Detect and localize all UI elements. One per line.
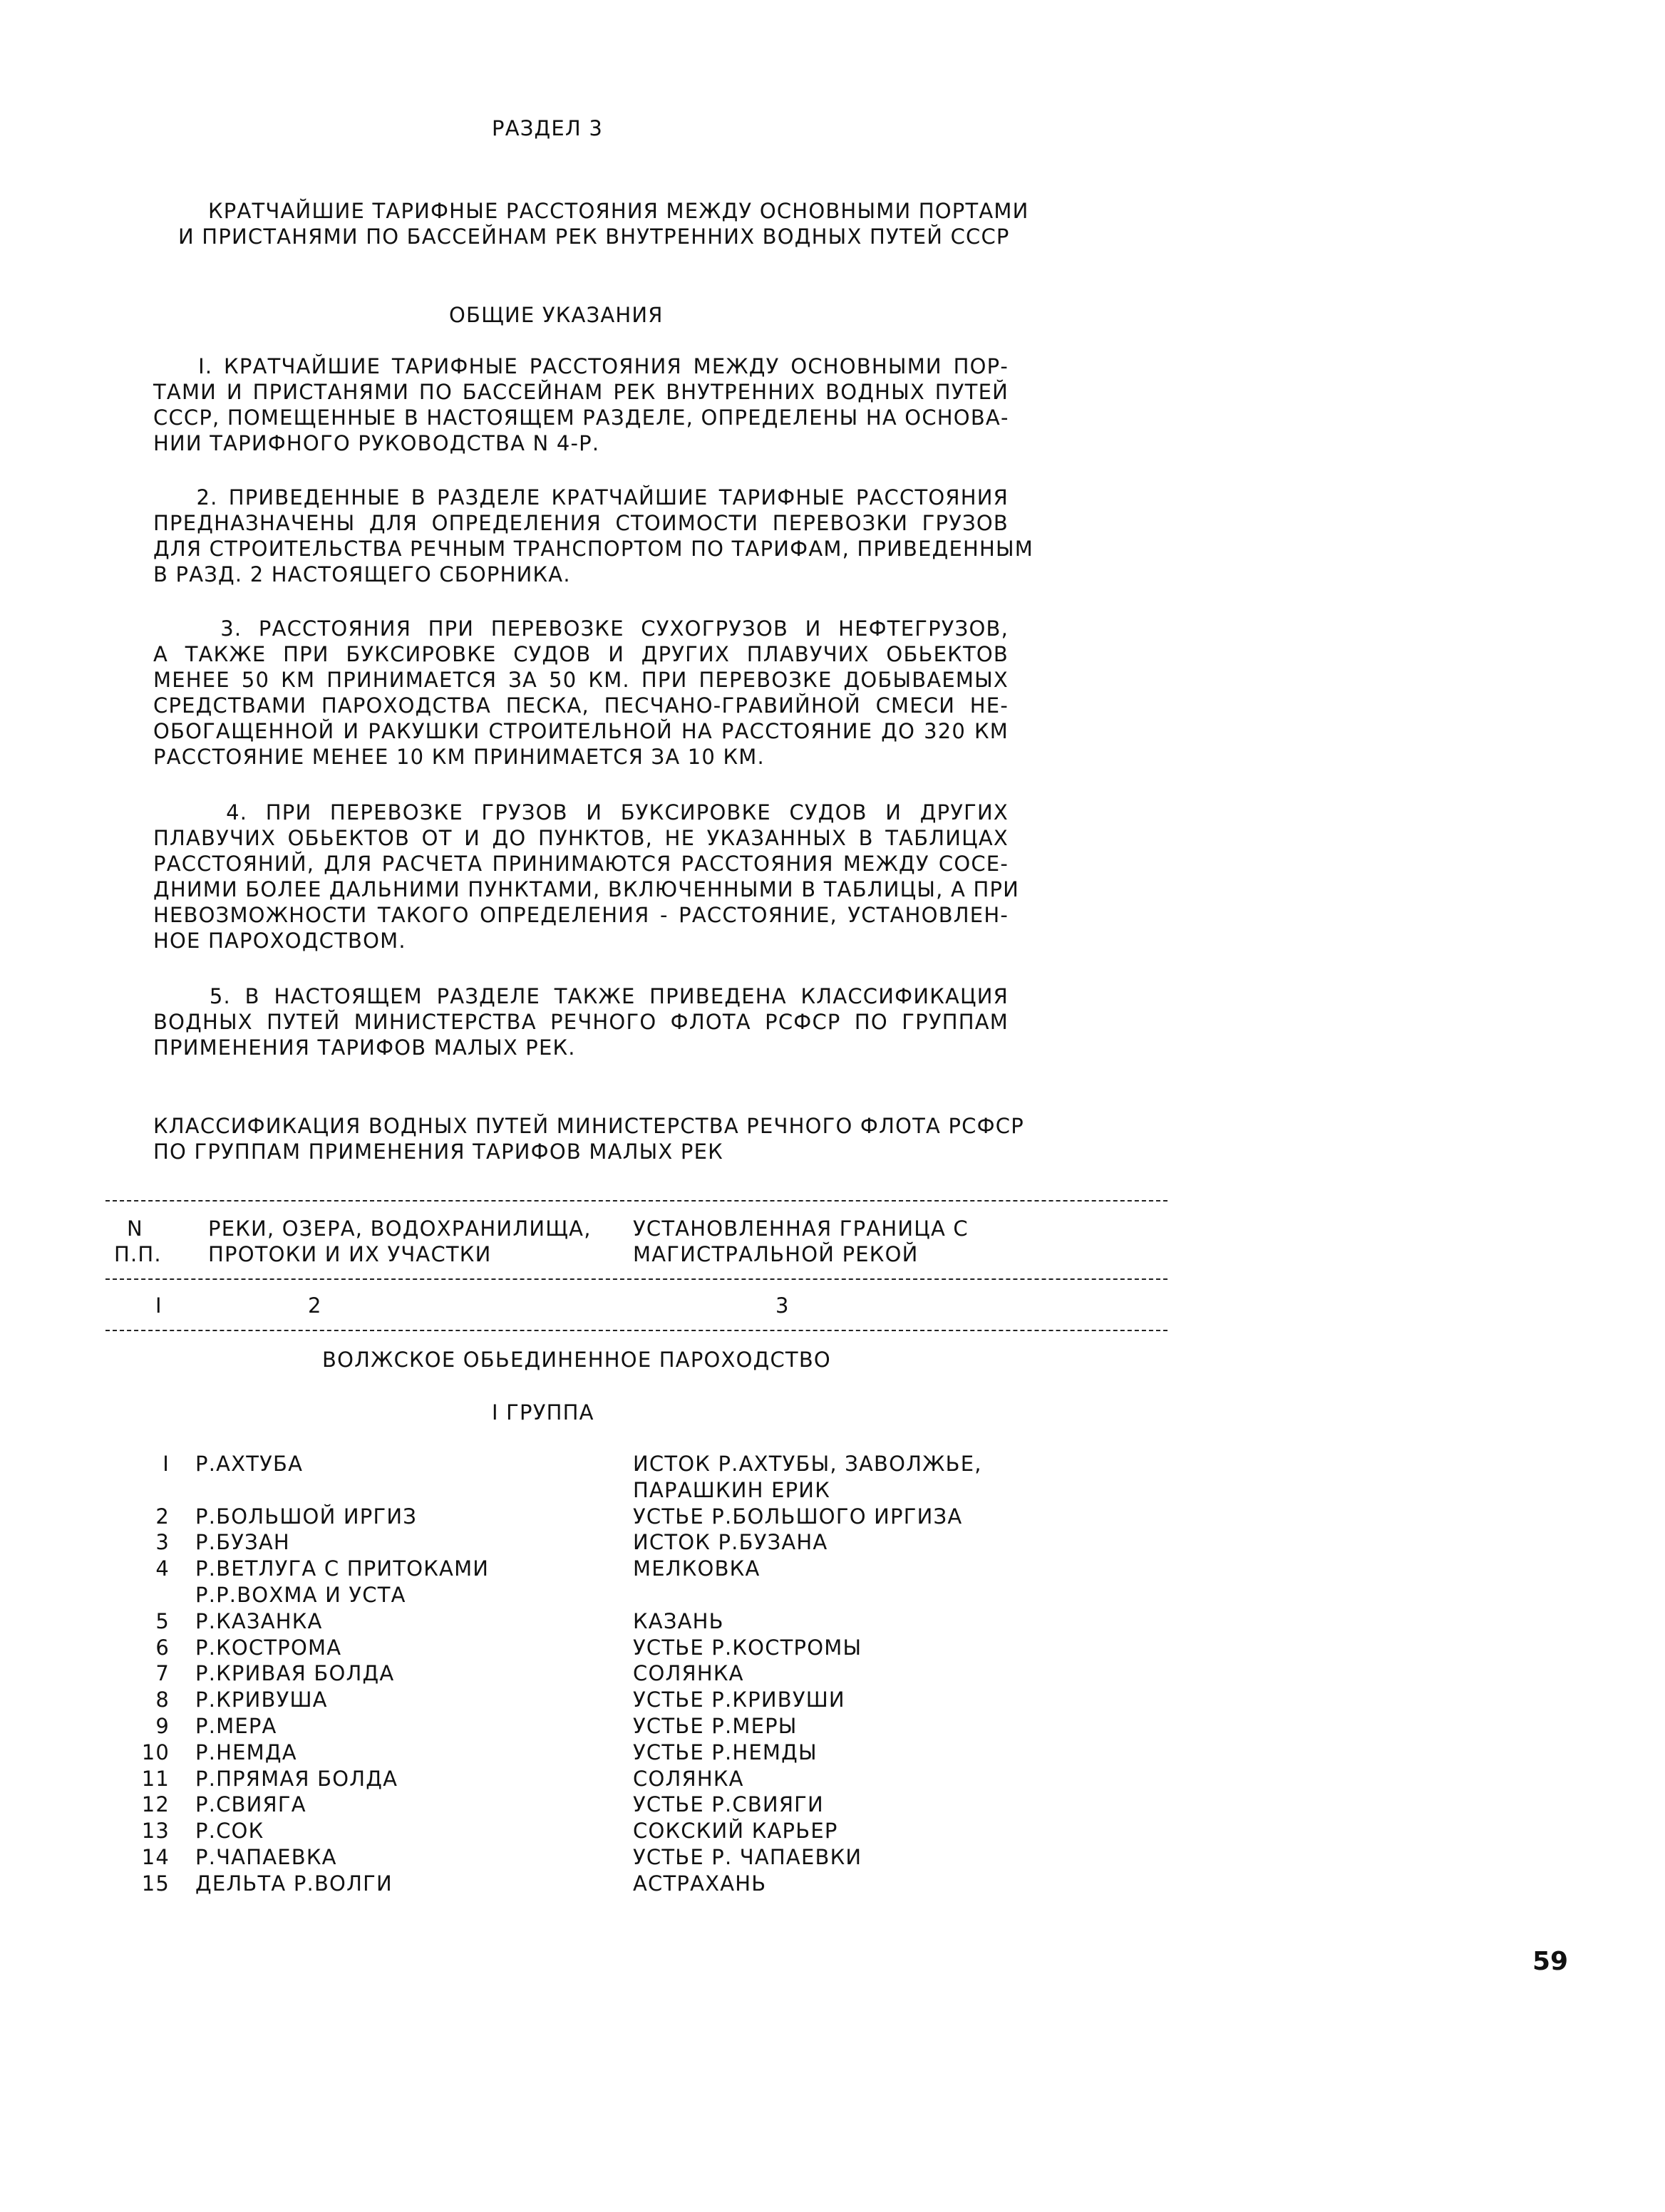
river-name: Р.НЕМДА (195, 1740, 297, 1764)
row-number: 9 (155, 1714, 170, 1738)
paragraph-line: 3. РАССТОЯНИЯ ПРИ ПЕРЕВОЗКЕ СУХОГРУЗОВ И НЕФТЕГРУЗОВ, (153, 616, 1009, 641)
row-number: 12 (141, 1792, 170, 1817)
header-col2-line-1: РЕКИ, ОЗЕРА, ВОДОХРАНИЛИЩА, (208, 1216, 592, 1241)
paragraph-line: I. КРАТЧАЙШИЕ ТАРИФНЫЕ РАССТОЯНИЯ МЕЖДУ ОСНОВНЫМИ ПОР- (153, 354, 1009, 378)
header-col2-line-2: ПРОТОКИ И ИХ УЧАСТКИ (208, 1242, 492, 1266)
col-number-2: 2 (308, 1293, 322, 1318)
river-name: Р.БУЗАН (195, 1530, 290, 1555)
paragraph-line: МЕНЕЕ 50 КМ ПРИНИМАЕТСЯ ЗА 50 КМ. ПРИ ПЕРЕВОЗКЕ ДОБЫВАЕМЫХ (153, 668, 1009, 692)
paragraph-5 (153, 983, 1009, 1060)
row-number: 11 (141, 1766, 170, 1791)
paragraph-line: В РАЗД. 2 НАСТОЯЩЕГО СБОРНИКА. (153, 562, 571, 586)
border-point: АСТРАХАНЬ (633, 1871, 767, 1896)
river-name: Р.СВИЯГА (195, 1792, 306, 1817)
river-name: Р.ПРЯМАЯ БОЛДА (195, 1766, 398, 1791)
main-title-line-2: И ПРИСТАНЯМИ ПО БАССЕЙНАМ РЕК ВНУТРЕННИХ ВОДНЫХ ПУТЕЙ СССР (178, 224, 1010, 249)
border-point: УСТЬЕ Р.КРИВУШИ (633, 1688, 845, 1712)
page-number: 59 (1532, 1947, 1569, 1976)
group-heading: I ГРУППА (492, 1400, 594, 1425)
paragraph-line: НОЕ ПАРОХОДСТВОМ. (153, 929, 406, 953)
table-rule-top (105, 1200, 1167, 1201)
paragraph-line: ПРИМЕНЕНИЯ ТАРИФОВ МАЛЫХ РЕК. (153, 1035, 576, 1060)
paragraph-3 (153, 616, 1009, 770)
header-col1-line-2: П.П. (114, 1242, 162, 1266)
border-point: УСТЬЕ Р.КОСТРОМЫ (633, 1635, 862, 1660)
river-name: Р.ВЕТЛУГА С ПРИТОКАМИ (195, 1556, 490, 1581)
classification-title-line-2: ПО ГРУППАМ ПРИМЕНЕНИЯ ТАРИФОВ МАЛЫХ РЕК (153, 1139, 723, 1164)
row-number: 5 (155, 1608, 170, 1633)
header-col3-line-2: МАГИСТРАЛЬНОЙ РЕКОЙ (633, 1242, 919, 1266)
row-number: 13 (141, 1819, 170, 1844)
border-point: УСТЬЕ Р.БОЛЬШОГО ИРГИЗА (633, 1504, 963, 1529)
river-name: Р.КОСТРОМА (195, 1635, 342, 1660)
paragraph-line: А ТАКЖЕ ПРИ БУКСИРОВКЕ СУДОВ И ДРУГИХ ПЛАВУЧИХ ОБЬЕКТОВ (153, 642, 1009, 666)
border-point: СОЛЯНКА (633, 1766, 744, 1791)
river-name: Р.Р.ВОХМА И УСТА (195, 1583, 406, 1607)
river-name: Р.ЧАПАЕВКА (195, 1845, 337, 1869)
shipping-company-heading: ВОЛЖСКОЕ ОБЬЕДИНЕННОЕ ПАРОХОДСТВО (322, 1348, 831, 1372)
classification-title-line-1: КЛАССИФИКАЦИЯ ВОДНЫХ ПУТЕЙ МИНИСТЕРСТВА РЕЧНОГО ФЛОТА РСФСР (153, 1114, 1024, 1138)
river-name: Р.КАЗАНКА (195, 1608, 323, 1633)
paragraph-line: ВОДНЫХ ПУТЕЙ МИНИСТЕРСТВА РЕЧНОГО ФЛОТА РСФСР ПО ГРУППАМ (153, 1010, 1009, 1034)
river-name: Р.МЕРА (195, 1714, 277, 1738)
row-number: I (163, 1452, 170, 1476)
paragraph-line: 5. В НАСТОЯЩЕМ РАЗДЕЛЕ ТАКЖЕ ПРИВЕДЕНА КЛАССИФИКАЦИЯ (153, 984, 1009, 1008)
section-title: РАЗДЕЛ 3 (492, 116, 603, 140)
paragraph-line: 2. ПРИВЕДЕННЫЕ В РАЗДЕЛЕ КРАТЧАЙШИЕ ТАРИФНЫЕ РАССТОЯНИЯ (153, 485, 1009, 510)
border-point: ПАРАШКИН ЕРИК (633, 1477, 830, 1502)
paragraph-line: ТАМИ И ПРИСТАНЯМИ ПО БАССЕЙНАМ РЕК ВНУТРЕННИХ ВОДНЫХ ПУТЕЙ (153, 380, 1009, 404)
border-point: УСТЬЕ Р.МЕРЫ (633, 1714, 798, 1738)
river-name: ДЕЛЬТА Р.ВОЛГИ (195, 1871, 393, 1896)
table-rule-numbers (105, 1330, 1167, 1331)
paragraph-line: СССР, ПОМЕЩЕННЫЕ В НАСТОЯЩЕМ РАЗДЕЛЕ, ОПРЕДЕЛЕНЫ НА ОСНОВА- (153, 405, 1009, 430)
border-point: УСТЬЕ Р.НЕМДЫ (633, 1740, 818, 1764)
paragraph-2 (153, 485, 1034, 587)
river-name: Р.КРИВУША (195, 1688, 328, 1712)
header-col3-line-1: УСТАНОВЛЕННАЯ ГРАНИЦА С (633, 1216, 969, 1241)
river-name: Р.СОК (195, 1819, 264, 1844)
border-point: МЕЛКОВКА (633, 1556, 761, 1581)
row-number: 3 (155, 1530, 170, 1555)
paragraph-line: РАССТОЯНИЙ, ДЛЯ РАСЧЕТА ПРИНИМАЮТСЯ РАССТОЯНИЯ МЕЖДУ СОСЕ- (153, 852, 1009, 876)
main-title-line-1: КРАТЧАЙШИЕ ТАРИФНЫЕ РАССТОЯНИЯ МЕЖДУ ОСНОВНЫМИ ПОРТАМИ (208, 199, 1029, 223)
paragraph-line: НЕВОЗМОЖНОСТИ ТАКОГО ОПРЕДЕЛЕНИЯ - РАССТОЯНИЕ, УСТАНОВЛЕН- (153, 903, 1009, 927)
border-point: УСТЬЕ Р. ЧАПАЕВКИ (633, 1845, 862, 1869)
river-name: Р.КРИВАЯ БОЛДА (195, 1661, 395, 1686)
col-number-3: 3 (775, 1293, 790, 1318)
border-point: УСТЬЕ Р.СВИЯГИ (633, 1792, 824, 1817)
col-number-1: I (155, 1293, 163, 1318)
paragraph-line: ПЛАВУЧИХ ОБЬЕКТОВ ОТ И ДО ПУНКТОВ, НЕ УКАЗАННЫХ В ТАБЛИЦАХ (153, 826, 1009, 850)
paragraph-line: СРЕДСТВАМИ ПАРОХОДСТВА ПЕСКА, ПЕСЧАНО-ГРАВИЙНОЙ СМЕСИ НЕ- (153, 693, 1009, 718)
table-rule-header (105, 1278, 1167, 1280)
paragraph-4 (153, 800, 1020, 953)
row-number: 14 (141, 1845, 170, 1869)
header-col1-line-1: N (127, 1216, 143, 1241)
row-number: 15 (141, 1871, 170, 1896)
row-number: 4 (155, 1556, 170, 1581)
paragraph-line: РАССТОЯНИЕ МЕНЕЕ 10 КМ ПРИНИМАЕТСЯ ЗА 10 КМ. (153, 745, 765, 769)
border-point: ИСТОК Р.БУЗАНА (633, 1530, 828, 1555)
river-name: Р.БОЛЬШОЙ ИРГИЗ (195, 1504, 418, 1529)
row-number: 6 (155, 1635, 170, 1660)
paragraph-1 (153, 353, 1009, 456)
paragraph-line: НИИ ТАРИФНОГО РУКОВОДСТВА N 4-Р. (153, 431, 600, 455)
row-number: 2 (155, 1504, 170, 1529)
general-heading: ОБЩИЕ УКАЗАНИЯ (449, 303, 664, 327)
paragraph-line: ПРЕДНАЗНАЧЕНЫ ДЛЯ ОПРЕДЕЛЕНИЯ СТОИМОСТИ ПЕРЕВОЗКИ ГРУЗОВ (153, 511, 1009, 535)
border-point: ИСТОК Р.АХТУБЫ, ЗАВОЛЖЬЕ, (633, 1452, 982, 1476)
border-point: СОКСКИЙ КАРЬЕР (633, 1819, 838, 1844)
row-number: 8 (155, 1688, 170, 1712)
row-number: 7 (155, 1661, 170, 1686)
paragraph-line: ОБОГАЩЕННОЙ И РАКУШКИ СТРОИТЕЛЬНОЙ НА РАССТОЯНИЕ ДО 320 КМ (153, 719, 1009, 743)
paragraph-line: ДЛЯ СТРОИТЕЛЬСТВА РЕЧНЫМ ТРАНСПОРТОМ ПО ТАРИФАМ, ПРИВЕДЕННЫМ (153, 537, 1034, 561)
row-number: 10 (141, 1740, 170, 1764)
border-point: КАЗАНЬ (633, 1608, 724, 1633)
paragraph-line: ДНИМИ БОЛЕЕ ДАЛЬНИМИ ПУНКТАМИ, ВКЛЮЧЕННЫМИ В ТАБЛИЦЫ, А ПРИ (153, 877, 1020, 901)
paragraph-line: 4. ПРИ ПЕРЕВОЗКЕ ГРУЗОВ И БУКСИРОВКЕ СУДОВ И ДРУГИХ (153, 800, 1009, 825)
river-name: Р.АХТУБА (195, 1452, 304, 1476)
border-point: СОЛЯНКА (633, 1661, 744, 1686)
